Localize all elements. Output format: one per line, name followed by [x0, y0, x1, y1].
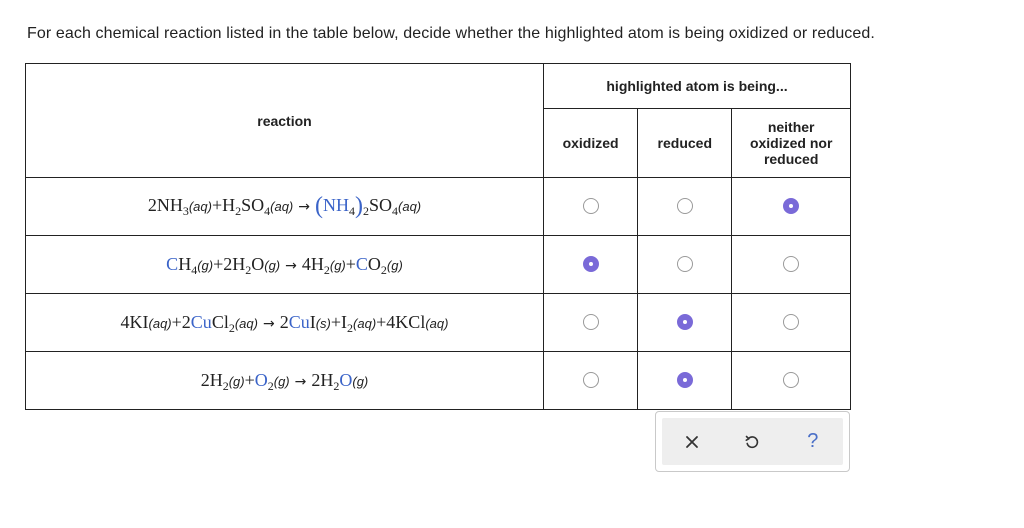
- radio-neither[interactable]: [783, 314, 799, 330]
- radio-oxidized[interactable]: [583, 198, 599, 214]
- reaction-equation: 4KI(aq)+2CuCl$_2$(aq) → $2CuI(s)+I_2(aq)+4KCl(aq)$: [26, 294, 544, 352]
- radio-reduced[interactable]: [677, 372, 693, 388]
- radio-oxidized[interactable]: [583, 372, 599, 388]
- cell-reduced: [638, 236, 732, 294]
- cell-reduced: [638, 352, 732, 410]
- table-row: [26, 236, 851, 294]
- undo-icon: [744, 434, 760, 450]
- cell-neither: [732, 236, 851, 294]
- reaction-table: [25, 63, 851, 410]
- cell-reduced: [638, 178, 732, 236]
- header-oxidized: oxidized: [543, 109, 637, 178]
- cell-neither: [732, 352, 851, 410]
- cell-reduced: [638, 294, 732, 352]
- help-button[interactable]: [793, 422, 833, 462]
- reaction-equation: $2NH_3(aq)+H_2SO_4(aq) \to (NH_4)_2SO_4(aq)$: [26, 178, 544, 236]
- cell-oxidized: [543, 178, 637, 236]
- radio-neither[interactable]: [783, 256, 799, 272]
- radio-oxidized[interactable]: [583, 314, 599, 330]
- table-row: [26, 352, 851, 410]
- question-prompt: For each chemical reaction listed in the table below, decide whether the highlighted atom is being oxidized or reduced.: [27, 25, 875, 42]
- undo-button[interactable]: [732, 422, 772, 462]
- cell-oxidized: [543, 236, 637, 294]
- radio-oxidized[interactable]: [583, 256, 599, 272]
- table-row: [26, 178, 851, 236]
- toolbar-inner: [662, 418, 843, 465]
- header-reduced: reduced: [638, 109, 732, 178]
- help-icon: ?: [807, 430, 819, 452]
- radio-neither[interactable]: [783, 372, 799, 388]
- radio-reduced[interactable]: [677, 314, 693, 330]
- reaction-equation: $2H_2(g)+O_2(g) \to 2H_2O(g)$: [26, 352, 544, 410]
- group-header: highlighted atom is being...: [543, 64, 850, 109]
- table-row: [26, 294, 851, 352]
- radio-neither[interactable]: [783, 198, 799, 214]
- cell-oxidized: [543, 294, 637, 352]
- reaction-header: reaction: [26, 64, 544, 178]
- clear-button[interactable]: [672, 422, 712, 462]
- cell-neither: [732, 178, 851, 236]
- answer-toolbar: [655, 411, 850, 472]
- header-neither: neither oxidized nor reduced: [732, 109, 851, 178]
- radio-reduced[interactable]: [677, 198, 693, 214]
- cell-oxidized: [543, 352, 637, 410]
- cell-neither: [732, 294, 851, 352]
- radio-reduced[interactable]: [677, 256, 693, 272]
- reaction-equation: $CH_4(g)+2H_2O(g) \to 4H_2(g)+CO_2(g)$: [26, 236, 544, 294]
- close-icon: [685, 435, 699, 449]
